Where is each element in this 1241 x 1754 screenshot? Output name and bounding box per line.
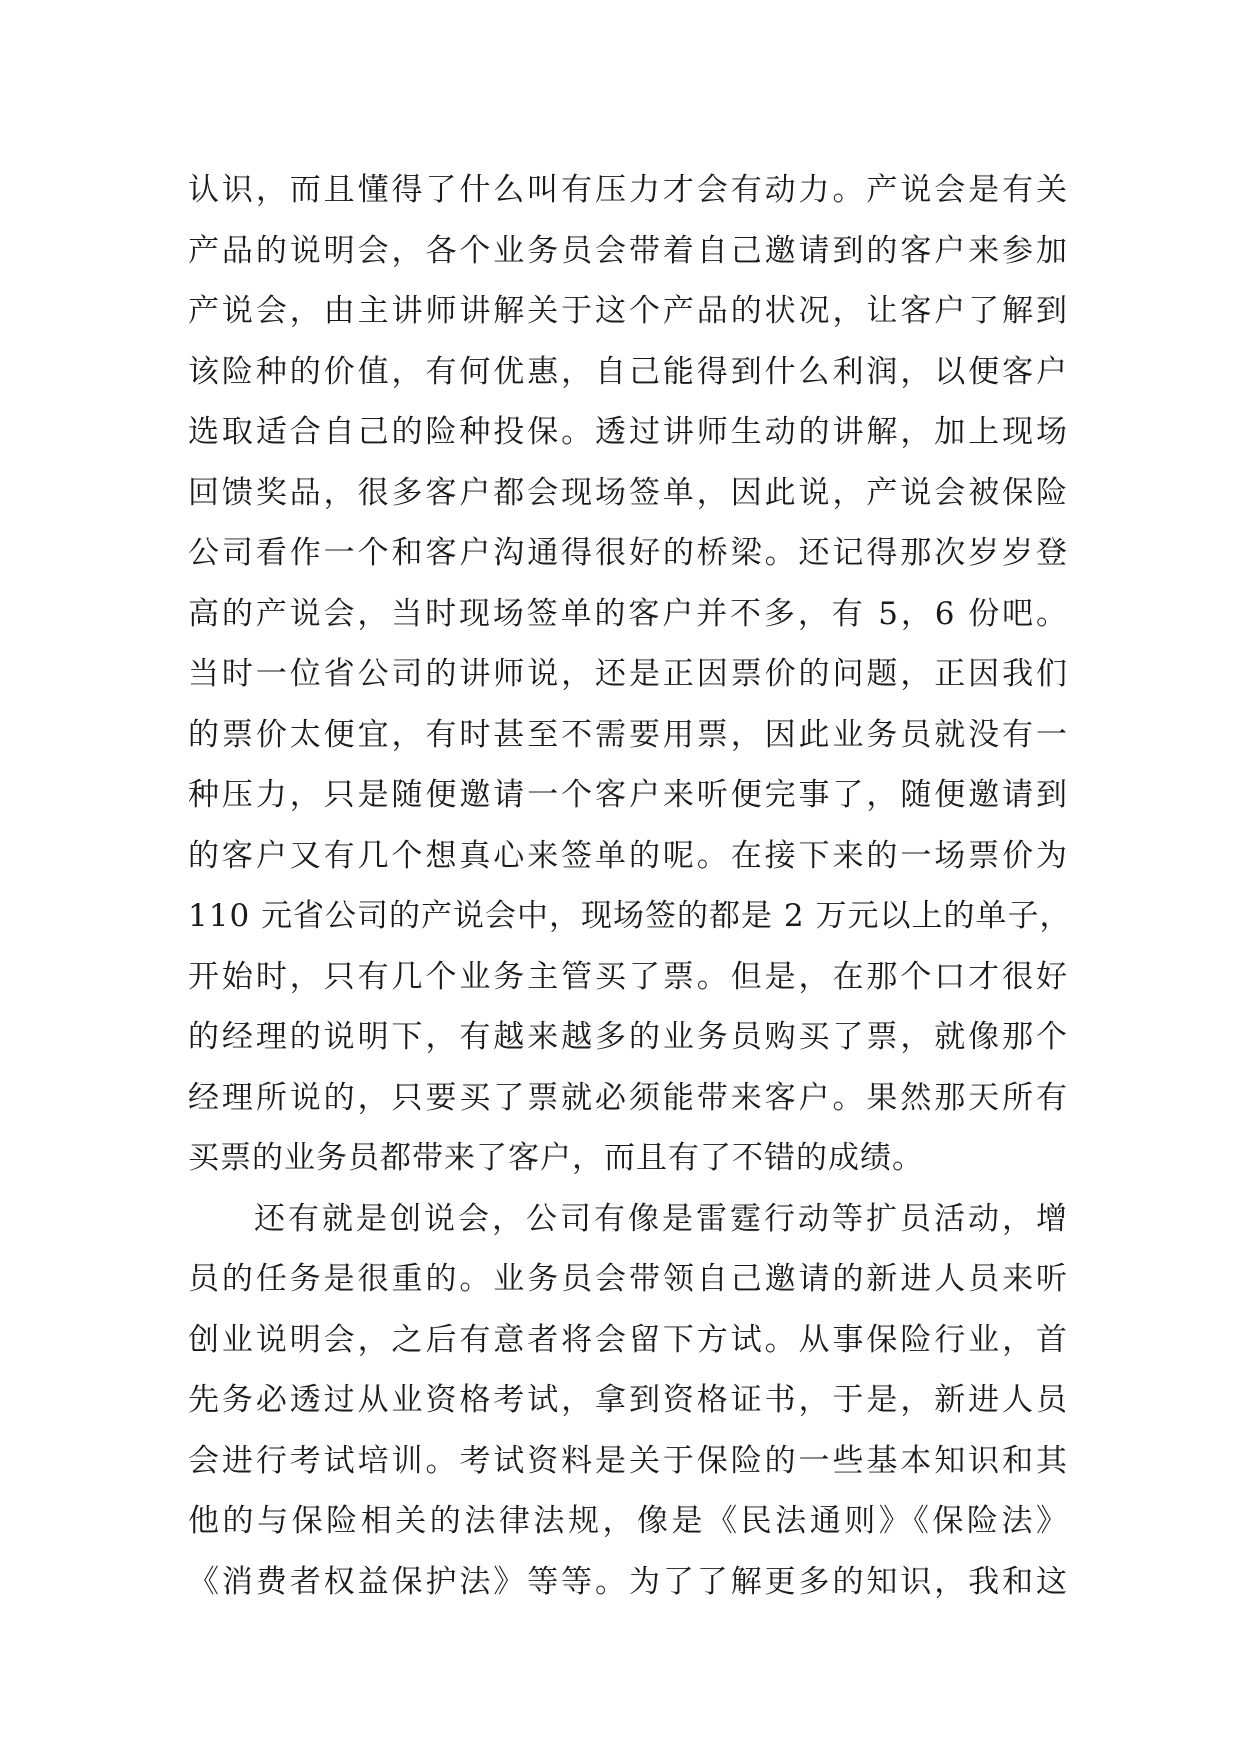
text-line: 产品的说明会，各个业务员会带着自己邀请到的客户来参加 [188, 232, 1068, 269]
text-line: 会进行考试培训。考试资料是关于保险的一些基本知识和其 [188, 1442, 1068, 1479]
text-line: 选取适合自己的险种投保。透过讲师生动的讲解，加上现场 [188, 414, 1068, 450]
text-line: 创业说明会，之后有意者将会留下方试。从事保险行业，首 [188, 1321, 1068, 1358]
text-line: 开始时，只有几个业务主管买了票。但是，在那个口才很好 [188, 958, 1068, 995]
text-line: 他的与保险相关的法律法规，像是《民法通则》《保险法》 [188, 1503, 1068, 1539]
text-line: 买票的业务员都带来了客户，而且有了不错的成绩。 [188, 1140, 924, 1176]
body-text [188, 160, 1072, 1612]
text-line: 先务必透过从业资格考试，拿到资格证书，于是，新进人员 [188, 1382, 1068, 1418]
text-line: 该险种的价值，有何优惠，自己能得到什么利润，以便客户 [188, 353, 1068, 390]
text-line: 的客户又有几个想真心来签单的呢。在接下来的一场票价为 [188, 837, 1068, 874]
text-line: 当时一位省公司的讲师说，还是正因票价的问题，正因我们 [188, 656, 1068, 692]
text-line: 《消费者权益保护法》等等。为了了解更多的知识，我和这 [188, 1563, 1068, 1600]
text-line: 员的任务是很重的。业务员会带领自己邀请的新进人员来听 [188, 1261, 1068, 1297]
text-line: 公司看作一个和客户沟通得很好的桥梁。还记得那次岁岁登 [188, 535, 1068, 571]
text-line: 回馈奖品，很多客户都会现场签单，因此说，产说会被保险 [188, 474, 1068, 511]
text-line: 种压力，只是随便邀请一个客户来听便完事了，随便邀请到 [188, 777, 1068, 813]
text-line: 高的产说会，当时现场签单的客户并不多，有 5，6 份吧。 [188, 595, 1068, 632]
text-line: 的票价太便宜，有时甚至不需要用票，因此业务员就没有一 [188, 716, 1068, 753]
text-line: 产说会，由主讲师讲解关于这个产品的状况，让客户了解到 [188, 293, 1068, 329]
text-line: 经理所说的，只要买了票就必须能带来客户。果然那天所有 [188, 1079, 1068, 1116]
text-line: 的经理的说明下，有越来越多的业务员购买了票，就像那个 [188, 1019, 1068, 1055]
text-line: 认识，而且懂得了什么叫有压力才会有动力。产说会是有关 [188, 172, 1068, 208]
paragraph-first-line: 还有就是创说会，公司有像是雷霆行动等扩员活动，增 [254, 1200, 1068, 1237]
text-line: 110 元省公司的产说会中，现场签的都是 2 万元以上的单子， [188, 898, 1072, 934]
